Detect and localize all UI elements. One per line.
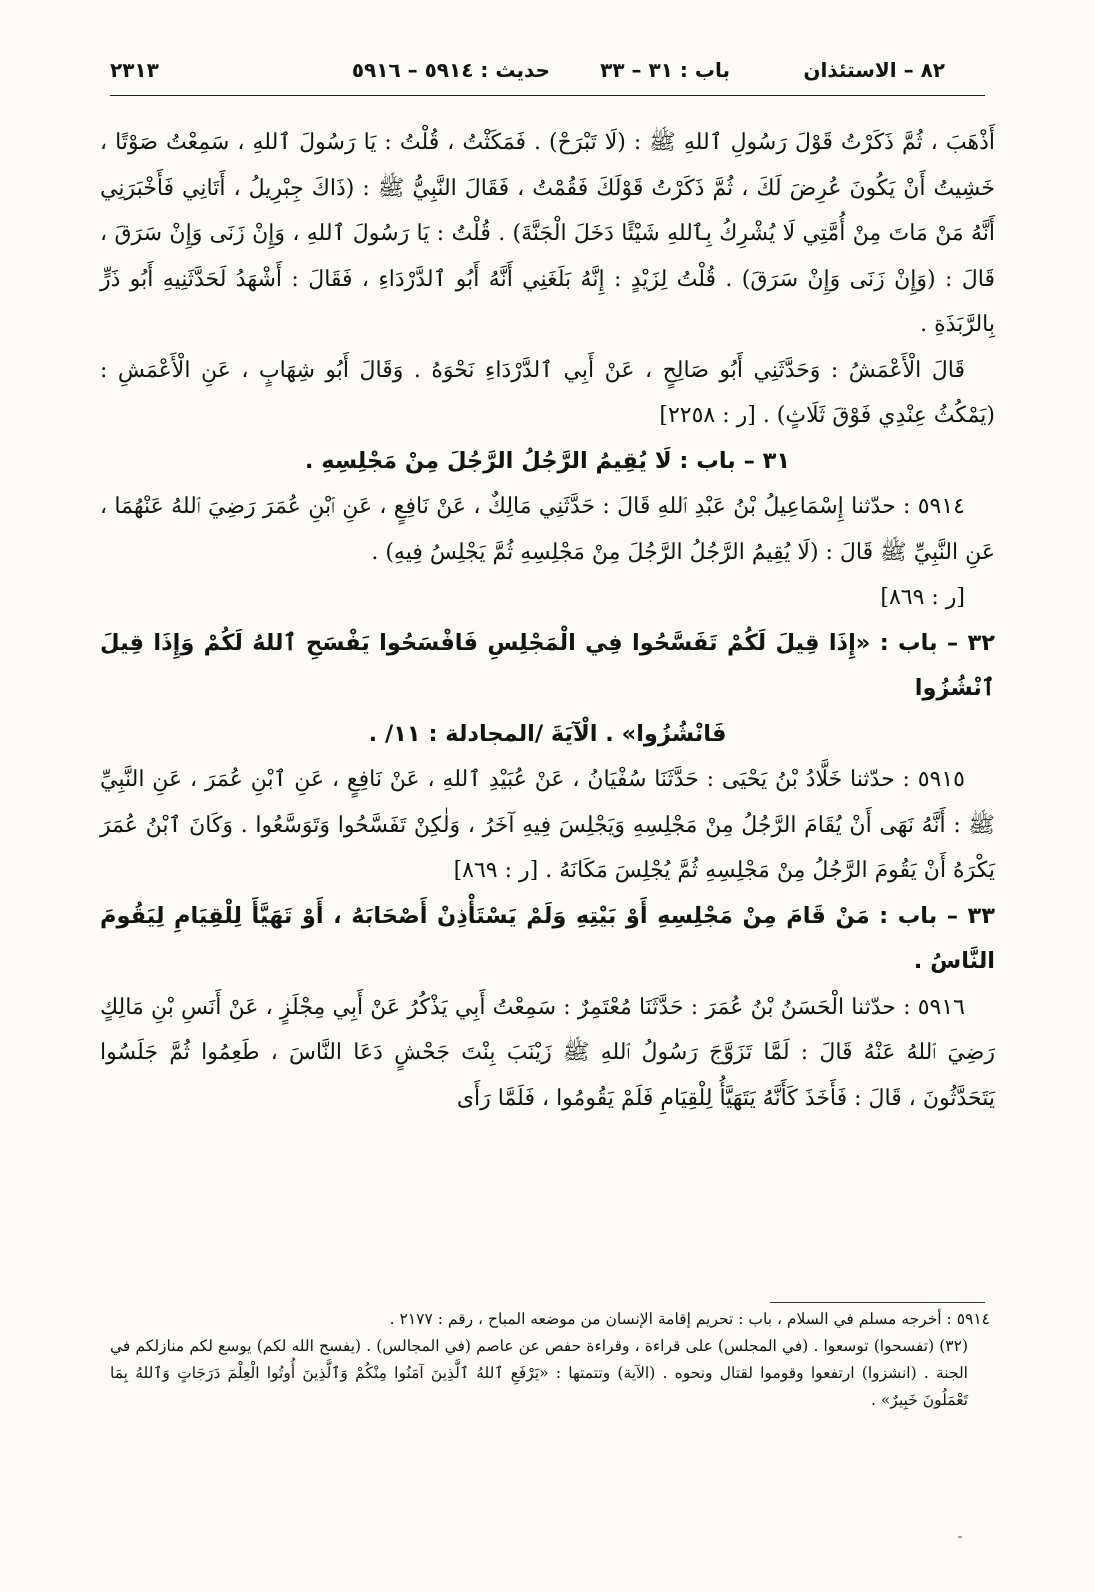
hadith-5916: ٥٩١٦ : حدّثنا الْحَسَنُ بْنُ عُمَرَ : حَدَّثَنَا مُعْتَمِرٌ : سَمِعْتُ أَبِي يَذْكُرُ عَنْ أَبِي مِجْلَزٍ ، عَنْ أَنَسِ بْنِ مَالِكٍ رَضِيَ ٱللهُ عَنْهُ قَالَ : لَمَّا تَزَوَّجَ رَسُولُ ٱللهِ ﷺ زَيْنَبَ بِنْتَ جَحْشٍ دَعَا النَّاسَ ، طَعِمُوا ثُمَّ جَلَسُوا يَتَحَدَّثُونَ ، قَالَ : فَأَخَذَ كَأَنَّهُ يَتَهَيَّأُ لِلْقِيَامِ فَلَمْ يَقُومُوا ، فَلَمَّا رَأَى (100, 994, 995, 1111)
bab-32-heading: ٣٢ – باب : «إِذَا قِيلَ لَكُمْ تَفَسَّحُوا فِي الْمَجْلِسِ فَافْسَحُوا يَفْسَحِ ٱللهُ لَكُمْ وَإِذَا قِيلَ ٱنْشُزُوا (100, 629, 995, 701)
running-header (110, 52, 985, 96)
header-divider (110, 95, 985, 96)
header-bab-range: باب : ٣١ – ٣٣ (600, 58, 730, 82)
hadith-5914-reference: [ر : ٨٦٩] (880, 585, 965, 610)
footnote-bab-32: (٣٢) (تفسحوا) توسعوا . (في المجلس) على قراءة ، وقراءة حفص عن عاصم (في المجالس) . (يفسح الله لكم) يوسع لكم منازلكم في الجنة . (انشزوا) ارتفعوا وقوموا لقتال ونحوه . (الآية) وتتمتها : «يَرْفَعِ ٱللهُ ٱلَّذِينَ آمَنُوا مِنْكُمْ وَٱلَّذِينَ أُوتُوا الْعِلْمَ دَرَجَاتٍ وَٱللهُ بِمَا تَعْمَلُونَ خَبِيرٌ» . (110, 1337, 968, 1409)
bab-31-heading: ٣١ – باب : لَا يُقِيمُ الرَّجُلُ الرَّجُلَ مِنْ مَجْلِسِهِ . (304, 447, 791, 474)
header-book-title: ٨٢ – الاستئذان (803, 58, 945, 82)
footnotes (110, 1306, 990, 1414)
bab-33-heading: ٣٣ – باب : مَنْ قَامَ مِنْ مَجْلِسِهِ أَوْ بَيْتِهِ وَلَمْ يَسْتَأْذِنْ أَصْحَابَهُ ، أَوْ تَهَيَّأَ لِلْقِيَامِ لِيَقُومَ النَّاسُ . (100, 902, 995, 974)
hadith-continuation-note: قَالَ الْأَعْمَشُ : وَحَدَّثَنِي أَبُو صَالِحٍ ، عَنْ أَبِي ٱلدَّرْدَاءِ نَحْوَهُ . وَقَالَ أَبُو شِهَابٍ ، عَنِ الْأَعْمَشِ : (يَمْكُثُ عِنْدِي فَوْقَ ثَلَاثٍ) . [ر : ٢٢٥٨] (100, 357, 995, 428)
footnote-5914: ٥٩١٤ : أخرجه مسلم في السلام ، باب : تحريم إقامة الإنسان من موضعه المباح ، رقم : ٢١٧٧ . (389, 1310, 990, 1328)
hadith-5914: ٥٩١٤ : حدّثنا إِسْمَاعِيلُ بْنُ عَبْدِ ٱللهِ قَالَ : حَدَّثَنِي مَالِكٌ ، عَنْ نَافِعٍ ، عَنِ ٱبْنِ عُمَرَ رَضِيَ ٱللهُ عَنْهُمَا ، عَنِ النَّبِيِّ ﷺ قَالَ : (لَا يُقِيمُ الرَّجُلُ الرَّجُلَ مِنْ مَجْلِسِهِ ثُمَّ يَجْلِسُ فِيهِ) . (100, 494, 995, 565)
footnotes-divider (770, 1302, 985, 1303)
hadith-continuation: أَذْهَبَ ، ثُمَّ ذَكَرْتُ قَوْلَ رَسُولِ ٱللهِ ﷺ : (لَا تَبْرَحْ) . فَمَكَثْتُ ، قُلْتُ : يَا رَسُولَ ٱللهِ ، سَمِعْتُ صَوْتًا ، خَشِيتُ أَنْ يَكُونَ عُرِضَ لَكَ ، ثُمَّ ذَكَرْتُ قَوْلَكَ فَقُمْتُ ، فَقَالَ النَّبِيُّ ﷺ : (ذَاكَ جِبْرِيلُ ، أَتَانِي فَأَخْبَرَنِي أَنَّهُ مَنْ مَاتَ مِنْ أُمَّتِي لَا يُشْرِكُ بِٱللهِ شَيْئًا دَخَلَ الْجَنَّةَ) . قُلْتُ : يَا رَسُولَ ٱللهِ ، وَإِنْ زَنَى وَإِنْ سَرَقَ ، قَالَ : (وَإِنْ زَنَى وَإِنْ سَرَقَ) . قُلْتُ لِزَيْدٍ : إِنَّهُ بَلَغَنِي أَنَّهُ أَبُو ٱلدَّرْدَاءِ ، فَقَالَ : أَشْهَدُ لَحَدَّثَنِيهِ أَبُو ذَرٍّ بِالرَّبَذَةِ . (100, 130, 995, 337)
main-text (100, 120, 995, 1121)
hadith-5915: ٥٩١٥ : حدّثنا خَلَّادُ بْنُ يَحْيَى : حَدَّثَنَا سُفْيَانُ ، عَنْ عُبَيْدِ ٱللهِ ، عَنْ نَافِعٍ ، عَنِ ٱبْنِ عُمَرَ ، عَنِ النَّبِيِّ ﷺ : أَنَّهُ نَهَى أَنْ يُقَامَ الرَّجُلُ مِنْ مَجْلِسِهِ وَيَجْلِسَ فِيهِ آخَرُ ، وَلٰكِنْ تَفَسَّحُوا وَتَوَسَّعُوا . وَكَانَ ٱبْنُ عُمَرَ يَكْرَهُ أَنْ يَقُومَ الرَّجُلُ مِنْ مَجْلِسِهِ ثُمَّ يُجْلِسَ مَكَانَهُ . [ر : ٨٦٩] (100, 767, 995, 883)
header-hadith-range: حديث : ٥٩١٤ – ٥٩١٦ (351, 58, 550, 82)
page-number: ٢٣١٣ (110, 58, 159, 82)
bab-32-heading-continuation: فَانْشُزُوا» . الْآيَةَ /المجادلة : ١١/ . (368, 720, 727, 747)
scan-speck (958, 1536, 962, 1538)
